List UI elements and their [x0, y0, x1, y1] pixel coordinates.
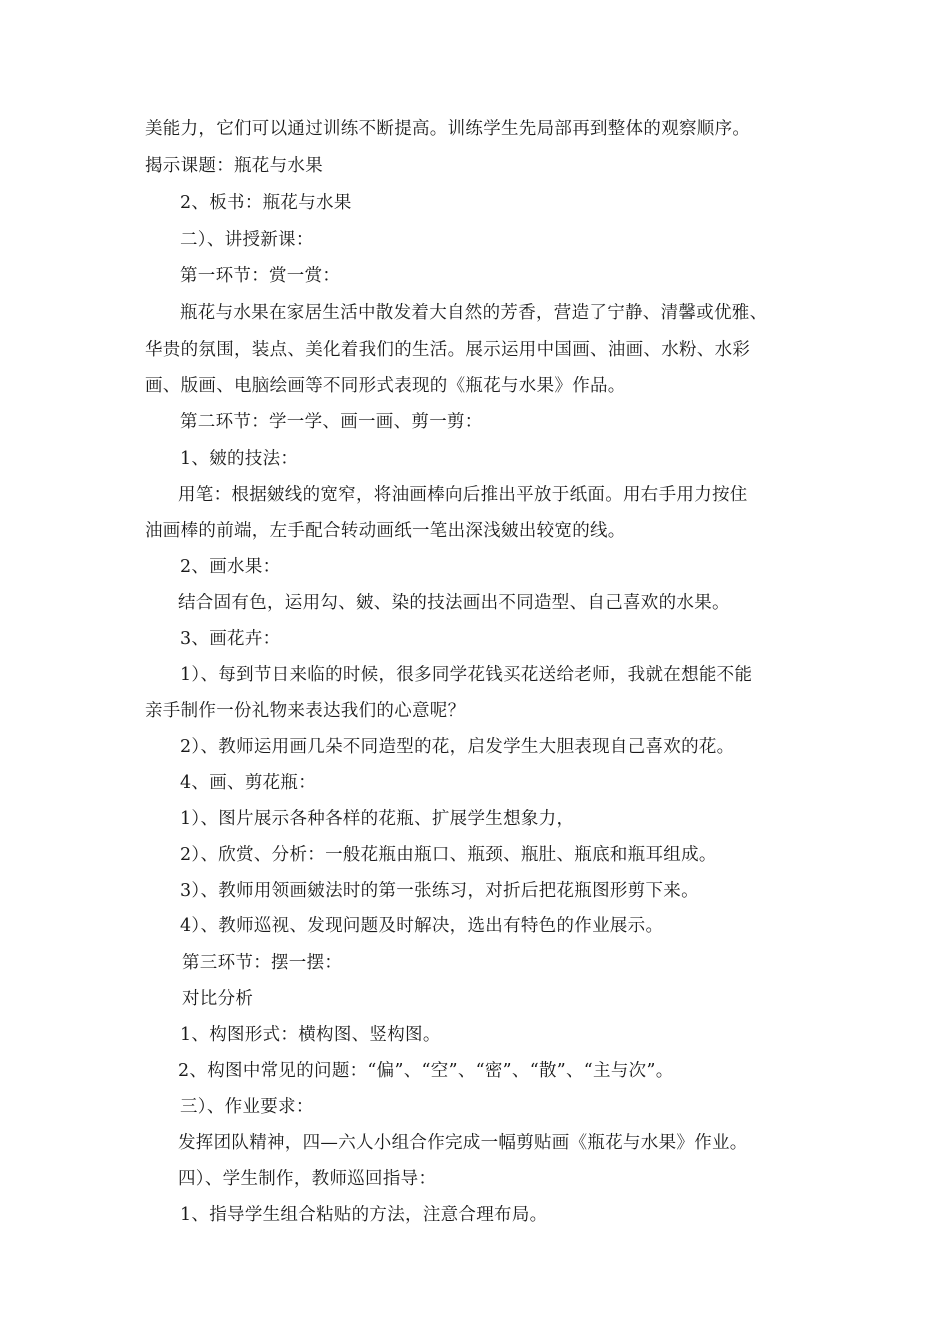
section-heading: 四）、学生制作，教师巡回指导：	[178, 1169, 437, 1189]
paragraph-line: 华贵的氛围，装点、美化着我们的生活。展示运用中国画、油画、水粉、水彩	[145, 340, 751, 360]
paragraph-line: 1、构图形式：横构图、竖构图。	[180, 1025, 441, 1045]
paragraph-line: 发挥团队精神，四—六人小组合作完成一幅剪贴画《瓶花与水果》作业。	[178, 1133, 748, 1153]
paragraph-line: 画、版画、电脑绘画等不同形式表现的《瓶花与水果》作品。	[145, 376, 626, 396]
paragraph-line: 2）、教师运用画几朵不同造型的花，启发学生大胆表现自己喜欢的花。	[180, 737, 735, 757]
paragraph-line: 1、皴的技法：	[180, 449, 299, 469]
paragraph-line: 2、板书：瓶花与水果	[180, 193, 352, 213]
paragraph-line: 亲手制作一份礼物来表达我们的心意呢？	[145, 701, 466, 721]
paragraph-line: 3）、教师用领画皴法时的第一张练习，对折后把花瓶图形剪下来。	[180, 881, 699, 901]
paragraph-line: 油画棒的前端，左手配合转动画纸一笔出深浅皴出较宽的线。	[145, 521, 626, 541]
paragraph-line: 1、指导学生组合粘贴的方法，注意合理布局。	[180, 1205, 548, 1225]
paragraph-line: 1）、图片展示各种各样的花瓶、扩展学生想象力，	[180, 809, 575, 829]
paragraph-line: 美能力，它们可以通过训练不断提高。训练学生先局部再到整体的观察顺序。	[145, 119, 751, 139]
paragraph-line: 2）、欣赏、分析：一般花瓶由瓶口、瓶颈、瓶肚、瓶底和瓶耳组成。	[180, 845, 717, 865]
section-heading: 三）、作业要求：	[180, 1097, 314, 1117]
paragraph-line: 1）、每到节日来临的时候，很多同学花钱买花送给老师，我就在想能不能	[180, 665, 753, 685]
paragraph-line: 结合固有色，运用勾、皴、染的技法画出不同造型、自己喜欢的水果。	[178, 593, 730, 613]
subsection-heading: 第三环节：摆一摆：	[182, 953, 343, 973]
paragraph-line: 2、构图中常见的问题：“偏”、“空”、“密”、“散”、“主与次”。	[178, 1061, 674, 1081]
subsection-heading: 第一环节：赏一赏：	[180, 266, 341, 286]
section-heading: 二）、讲授新课：	[180, 230, 314, 250]
subsection-heading: 第二环节：学一学、画一画、剪一剪：	[180, 412, 483, 432]
paragraph-line: 用笔：根据皴线的宽窄，将油画棒向后推出平放于纸面。用右手用力按住	[178, 485, 748, 505]
paragraph-line: 揭示课题：瓶花与水果	[145, 156, 323, 176]
paragraph-line: 3、画花卉：	[180, 629, 281, 649]
paragraph-line: 对比分析	[182, 989, 254, 1009]
paragraph-line: 瓶花与水果在家居生活中散发着大自然的芳香，营造了宁静、清馨或优雅、	[180, 303, 768, 323]
paragraph-line: 4）、教师巡视、发现问题及时解决，选出有特色的作业展示。	[180, 916, 664, 936]
paragraph-line: 4、画、剪花瓶：	[180, 773, 317, 793]
paragraph-line: 2、画水果：	[180, 557, 281, 577]
